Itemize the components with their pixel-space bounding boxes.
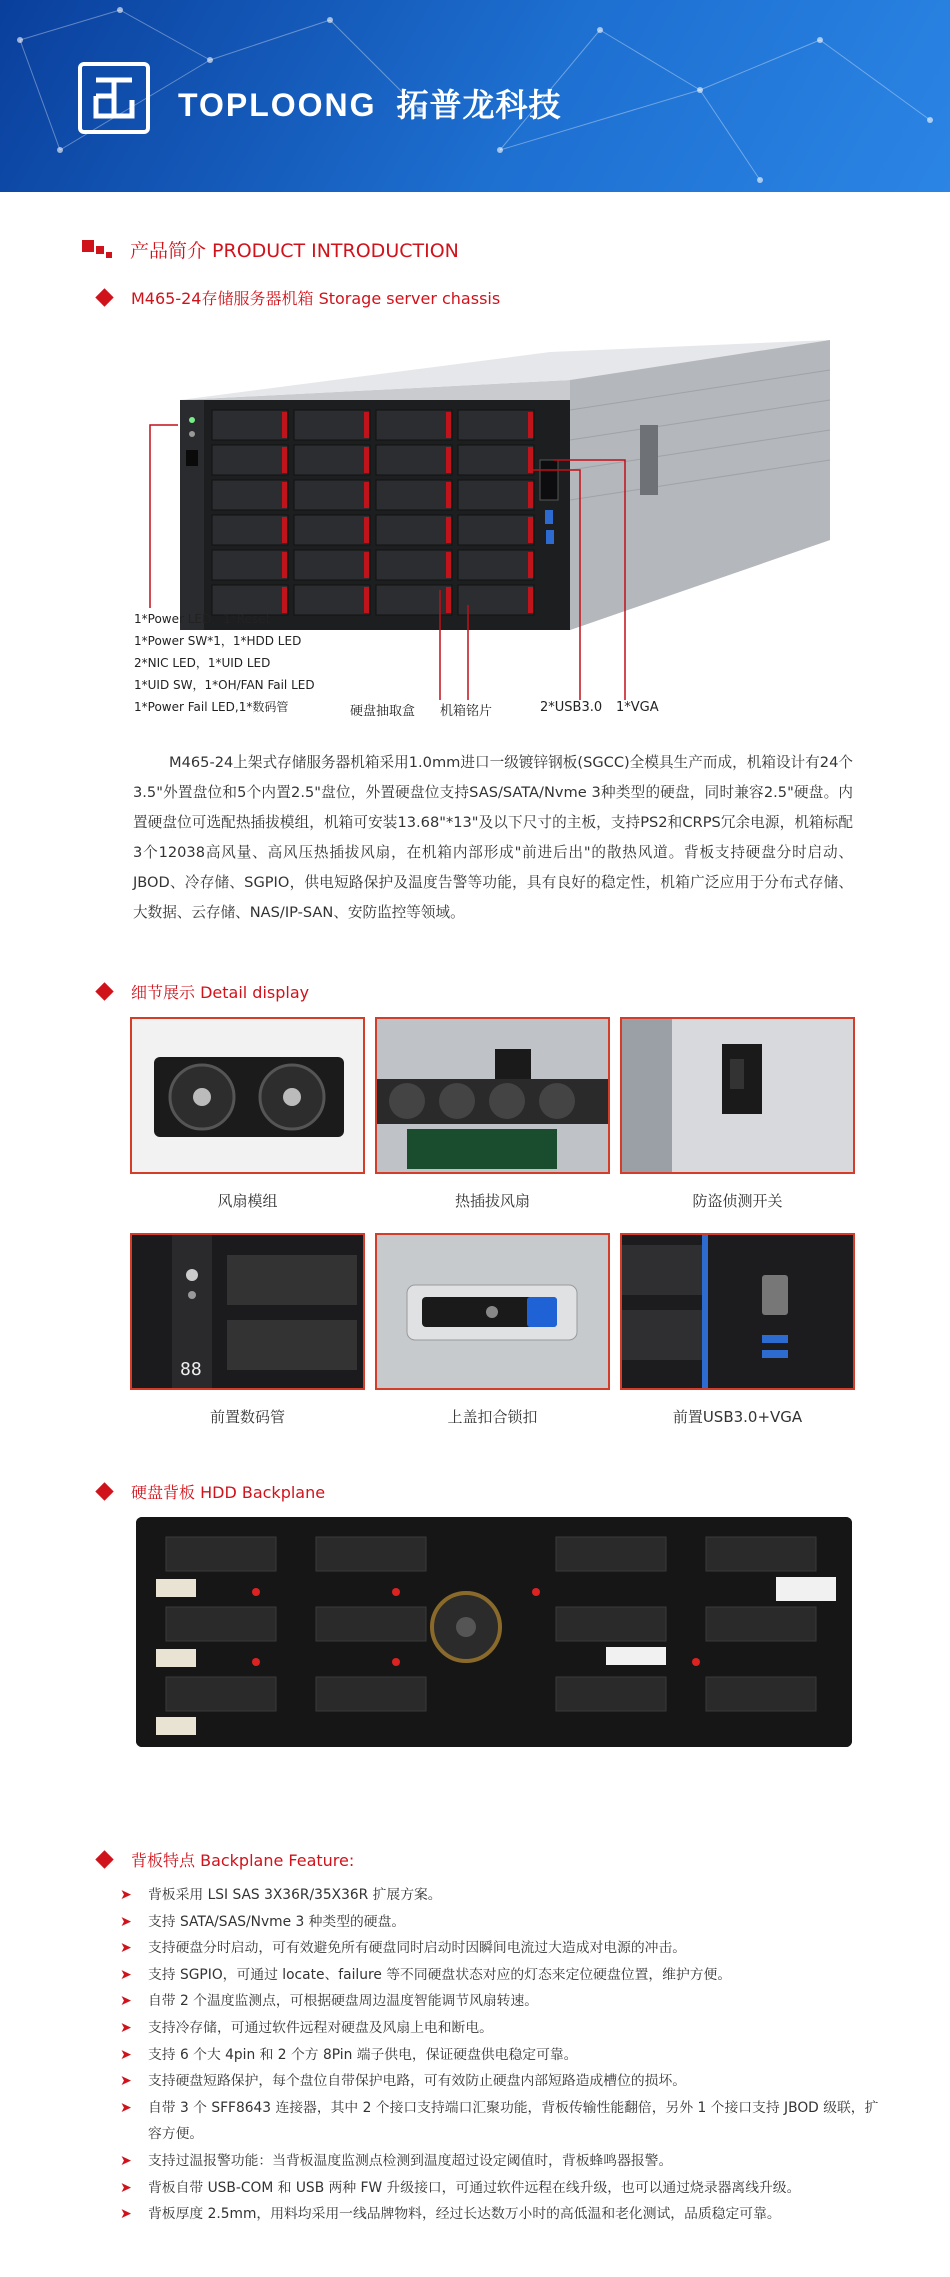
caption-fan-module: 风扇模组 — [217, 1192, 278, 1210]
feature-item: ➤ 支持 SATA/SAS/Nvme 3 种类型的硬盘。 — [120, 1909, 880, 1936]
arrow-icon: ➤ — [120, 2019, 132, 2036]
caption-front-usb-vga: 前置USB3.0+VGA — [672, 1408, 803, 1426]
feature-item: ➤ 自带 2 个温度监测点，可根据硬盘周边温度智能调节风扇转速。 — [120, 1988, 880, 2015]
diamond-icon — [95, 1482, 113, 1500]
feature-list — [120, 1882, 880, 2228]
intro-paragraph: M465-24上架式存储服务器机箱采用1.0mm进口一级镀锌钢板(SGCC)全模具生产而成，机箱设计有24个3.5"外置盘位和5个内置2.5"盘位，外置硬盘位支持SAS/SATA/Nvme 3种类型的硬盘，同时兼容2.5"硬盘。内置硬盘位可选配热插拔模组，机箱可安装13.68"*13"及以下尺寸的主板，支持PS2和CRPS冗余电源，机箱标配3个12038高风量、高风压热插拔风扇，在机箱内部形成"前进后出"的散热风道。背板支持硬盘分时启动、JBOD、冷存储、SGPIO，供电短路保护及温度告警等功能，具有良好的稳定性，机箱广泛应用于分布式存储、大数据、云存储、NAS/IP-SAN、安防监控等领域。 — [133, 754, 853, 921]
intrusion-switch-photo — [620, 1017, 855, 1174]
section-title-backplane — [98, 1480, 325, 1503]
caption-hotswap-fan: 热插拔风扇 — [454, 1192, 530, 1210]
arrow-icon: ➤ — [120, 2099, 132, 2116]
arrow-icon: ➤ — [120, 2046, 132, 2063]
feature-item: ➤ 支持过温报警功能：当背板温度监测点检测到温度超过设定阈值时，背板蜂鸣器报警。 — [120, 2148, 880, 2175]
callout-line-5: 1*Power Fail LED,1*数码管 — [134, 700, 289, 714]
arrow-icon: ➤ — [120, 2152, 132, 2169]
detail-heading: 细节展示 Detail display — [131, 983, 310, 1002]
fan-module-photo — [130, 1017, 365, 1174]
callout-line-1: 1*Power LED，1*Reset — [134, 612, 271, 626]
feature-item: ➤ 支持硬盘分时启动，可有效避免所有硬盘同时启动时因瞬间电流过大造成对电源的冲击。 — [120, 1935, 880, 1962]
arrow-icon: ➤ — [120, 2206, 132, 2223]
front-display-photo — [130, 1233, 365, 1390]
feature-item: ➤ 支持 6 个大 4pin 和 2 个方 8Pin 端子供电，保证硬盘供电稳定可靠。 — [120, 2042, 880, 2069]
callout-line-2: 1*Power SW*1，1*HDD LED — [134, 634, 302, 648]
caption-intrusion-switch: 防盗侦测开关 — [692, 1192, 783, 1210]
feature-item: ➤ 背板自带 USB-COM 和 USB 两种 FW 升级接口，可通过软件远程在线升级，也可以通过烧录器离线升级。 — [120, 2175, 880, 2202]
arrow-icon: ➤ — [120, 2179, 132, 2196]
chassis-subtitle: M465-24存储服务器机箱 Storage server chassis — [131, 289, 501, 308]
svg-text:88: 88 — [180, 1359, 202, 1380]
feature-item: ➤ 支持硬盘短路保护，每个盘位自带保护电路，可有效防止硬盘内部短路造成槽位的损坏。 — [120, 2068, 880, 2095]
arrow-icon: ➤ — [120, 1913, 132, 1930]
diamond-icon — [95, 982, 113, 1000]
brand-en: TOPLOONG — [178, 87, 377, 123]
arrow-icon: ➤ — [120, 1966, 132, 1983]
features-heading: 背板特点 Backplane Feature: — [131, 1851, 355, 1870]
arrow-icon: ➤ — [120, 2073, 132, 2090]
label-usb: 2*USB3.0 — [540, 700, 603, 715]
feature-item: ➤ 背板采用 LSI SAS 3X36R/35X36R 扩展方案。 — [120, 1882, 880, 1909]
callout-line-3: 2*NIC LED，1*UID LED — [134, 656, 271, 670]
caption-front-display: 前置数码管 — [209, 1408, 285, 1426]
arrow-icon: ➤ — [120, 1887, 132, 1903]
backplane-board-photo — [136, 1517, 852, 1747]
label-nameplate: 机箱铭片 — [440, 704, 493, 719]
label-drive-tray: 硬盘抽取盒 — [350, 704, 416, 719]
arrow-icon: ➤ — [120, 1940, 132, 1957]
arrow-icon: ➤ — [120, 1993, 132, 2010]
feature-item: ➤ 支持冷存储，可通过软件远程对硬盘及风扇上电和断电。 — [120, 2015, 880, 2042]
feature-item: ➤ 自带 3 个 SFF8643 连接器，其中 2 个接口支持端口汇聚功能，背板传输性能翻倍，另外 1 个接口支持 JBOD 级联，扩容方便。 — [120, 2095, 880, 2148]
section-title-detail — [98, 980, 309, 1003]
front-usb-vga-photo — [620, 1233, 855, 1390]
cover-latch-photo — [375, 1233, 610, 1390]
hotswap-fan-photo — [375, 1017, 610, 1174]
brand-cn: 拓普龙科技 — [396, 86, 562, 124]
feature-item: ➤ 支持 SGPIO，可通过 locate、failure 等不同硬盘状态对应的灯态来定位硬盘位置，维护方便。 — [120, 1962, 880, 1989]
diamond-icon — [95, 1850, 113, 1868]
caption-cover-latch: 上盖扣合锁扣 — [447, 1408, 538, 1426]
callout-line-4: 1*UID SW，1*OH/FAN Fail LED — [134, 678, 315, 692]
label-vga: 1*VGA — [616, 700, 659, 715]
backplane-heading: 硬盘背板 HDD Backplane — [131, 1483, 326, 1502]
section-title-features — [98, 1848, 354, 1871]
feature-item: ➤ 背板厚度 2.5mm，用料均采用一线品牌物料，经过长达数万小时的高低温和老化测试，品质稳定可靠。 — [120, 2201, 880, 2228]
front-panel-callouts — [134, 608, 315, 718]
intro-heading: 产品简介 PRODUCT INTRODUCTION — [130, 240, 459, 262]
